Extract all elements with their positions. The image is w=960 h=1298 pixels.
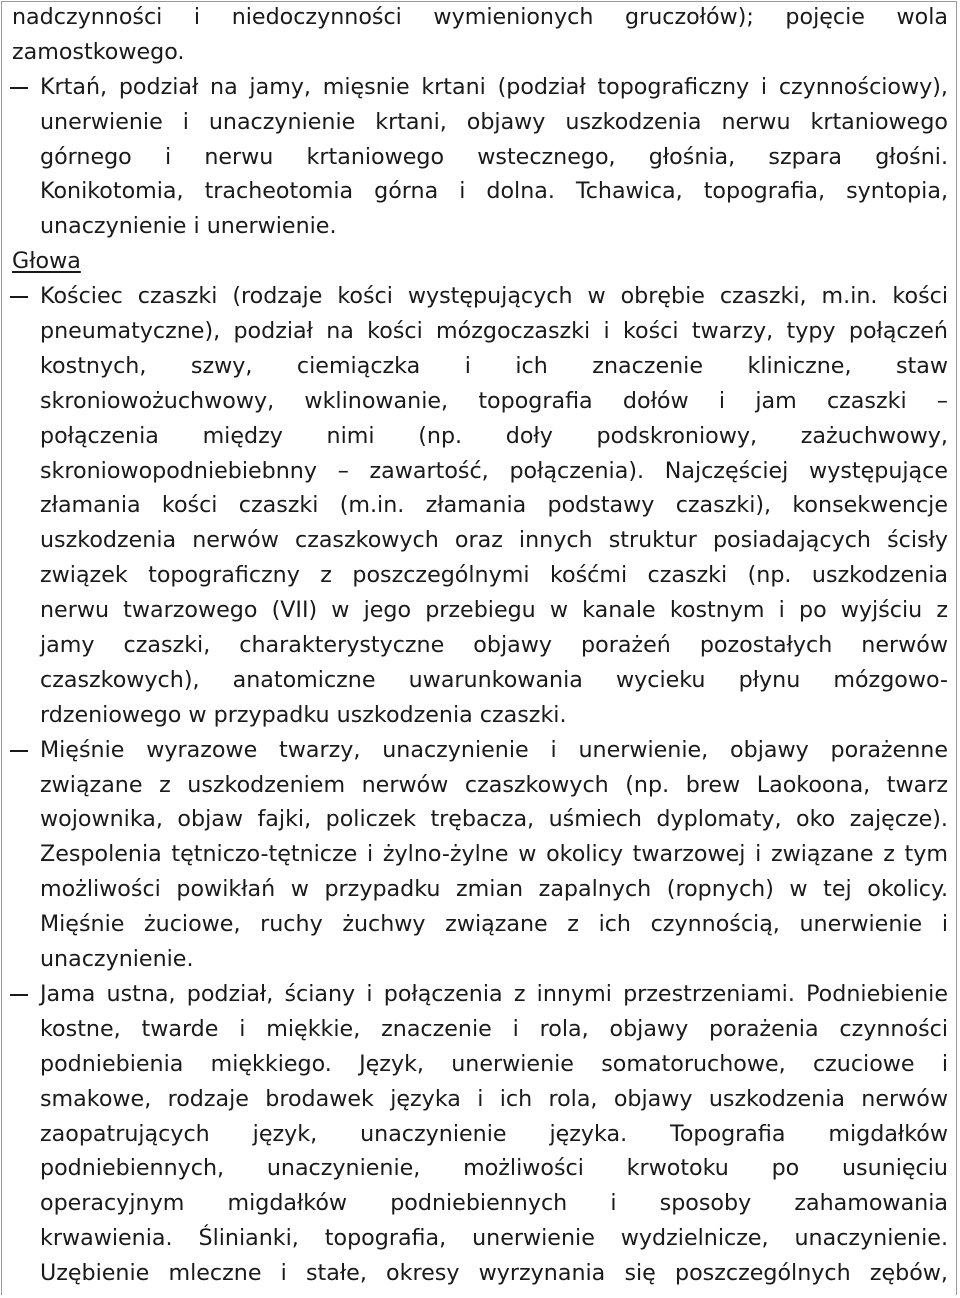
- text-line: [0, 593, 960, 628]
- text-line: [0, 733, 960, 768]
- line-text: kostnych, szwy, ciemiączka i ich znaczenie kliniczne, staw: [40, 352, 948, 379]
- line-text: nadczynności i niedoczynności wymienionych gruczołów); pojęcie wola: [12, 4, 948, 30]
- text-line: [0, 70, 960, 105]
- text-line: [0, 558, 960, 593]
- line-text: górnego i nerwu krtaniowego wstecznego, głośnia, szpara głośni.: [40, 143, 948, 170]
- text-line: [0, 279, 960, 314]
- line-text: skroniowopodniebiebnny – zawartość, połączenia). Najczęściej występujące: [40, 457, 948, 484]
- line-text: jamy czaszki, charakterystyczne objawy porażeń pozostałych nerwów: [40, 632, 948, 659]
- line-text: Mięśnie żuciowe, ruchy żuchwy związane z ich czynnością, unerwienie i: [40, 911, 948, 938]
- line-text: unerwienie i unaczynienie krtani, objawy uszkodzenia nerwu krtaniowego: [40, 108, 948, 135]
- line-text: Krtań, podział na jamy, mięsnie krtani (podział topograficzny i czynnościowy),: [40, 73, 948, 100]
- line-text: skroniowożuchwowy, wklinowanie, topografia dołów i jam czaszki –: [40, 387, 948, 414]
- text-line: [0, 1117, 960, 1152]
- line-text: Jama ustna, podział, ściany i połączenia z innymi przestrzeniami. Podniebienie: [40, 980, 948, 1007]
- line-text: uszkodzenia nerwów czaszkowych oraz innych struktur posiadających ścisły: [40, 527, 948, 554]
- text-line: [0, 768, 960, 803]
- line-text: Uzębienie mleczne i stałe, okresy wyrzynania się poszczególnych zębów,: [40, 1260, 948, 1287]
- line-text: złamania kości czaszki (m.in. złamania podstawy czaszki), konsekwencje: [40, 492, 948, 519]
- section-heading: [0, 244, 960, 279]
- text-line: [0, 419, 960, 454]
- line-text: kostne, twarde i miękkie, znaczenie i rola, objawy porażenia czynności: [40, 1015, 948, 1042]
- text-line: [0, 1186, 960, 1221]
- text-line: [0, 349, 960, 384]
- text-line: [0, 105, 960, 140]
- line-text: połączenia między nimi (np. doły podskroniowy, zażuchwowy,: [40, 422, 948, 449]
- text-line: [0, 837, 960, 872]
- text-line: [0, 35, 960, 70]
- line-text: możliwości powikłań w przypadku zmian zapalnych (ropnych) w tej okolicy.: [40, 876, 948, 903]
- text-line: [0, 1151, 960, 1186]
- line-text: zamostkowego.: [12, 38, 185, 65]
- text-line: [0, 384, 960, 419]
- line-text: pneumatyczne), podział na kości mózgoczaszki i kości twarzy, typy połączeń: [40, 318, 948, 345]
- line-text: związek topograficzny z poszczególnymi kośćmi czaszki (np. uszkodzenia: [40, 562, 948, 589]
- text-line: [0, 1256, 960, 1291]
- line-text: rdzeniowego w przypadku uszkodzenia czaszki.: [40, 701, 567, 728]
- line-text: związane z uszkodzeniem nerwów czaszkowych (np. brew Laokoona, twarz: [40, 771, 948, 798]
- text-line: [0, 698, 960, 733]
- line-text: Zespolenia tętniczo-tętnicze i żylno-żylne w okolicy twarzowej i związane z tym: [40, 841, 948, 868]
- line-text: unaczynienie i unerwienie.: [40, 213, 337, 240]
- text-line: [0, 802, 960, 837]
- line-text: krwawienia. Ślinianki, topografia, unerwienie wydzielnicze, unaczynienie.: [40, 1225, 948, 1252]
- dash-bullet-icon: [10, 994, 28, 996]
- line-text: zaopatrujących język, unaczynienie języka. Topografia migdałków: [40, 1120, 948, 1147]
- heading-text: Głowa: [12, 248, 81, 275]
- text-line: [0, 1047, 960, 1082]
- text-line: [0, 523, 960, 558]
- line-text: podniebienia miękkiego. Język, unerwienie somatoruchowe, czuciowe i: [40, 1050, 948, 1077]
- dash-bullet-icon: [10, 87, 28, 89]
- dash-bullet-icon: [10, 750, 28, 752]
- line-text: nerwu twarzowego (VII) w jego przebiegu w kanale kostnym i po wyjściu z: [40, 597, 948, 624]
- line-text: Konikotomia, tracheotomia górna i dolna. Tchawica, topografia, syntopia,: [40, 178, 948, 205]
- line-text: czaszkowych), anatomiczne uwarunkowania wycieku płynu mózgowo-: [40, 666, 948, 693]
- line-text: Mięśnie wyrazowe twarzy, unaczynienie i unerwienie, objawy porażenne: [40, 736, 948, 763]
- text-line: [0, 1221, 960, 1256]
- text-line: [0, 0, 960, 35]
- text-line: [0, 907, 960, 942]
- text-line: [0, 174, 960, 209]
- text-line: [0, 488, 960, 523]
- dash-bullet-icon: [10, 296, 28, 298]
- text-line: [0, 663, 960, 698]
- text-line: [0, 872, 960, 907]
- line-text: podniebiennych, unaczynienie, możliwości krwotoku po usunięciu: [40, 1155, 948, 1182]
- text-line: [0, 314, 960, 349]
- text-line: [0, 1082, 960, 1117]
- line-text: wojownika, objaw fajki, policzek trębacza, uśmiech dyplomaty, oko zajęcze).: [40, 806, 948, 833]
- text-line: [0, 1012, 960, 1047]
- line-text: smakowe, rodzaje brodawek języka i ich rola, objawy uszkodzenia nerwów: [40, 1085, 948, 1112]
- line-text: Kościec czaszki (rodzaje kości występujących w obrębie czaszki, m.in. kości: [40, 283, 948, 310]
- text-line: [0, 942, 960, 977]
- text-line: [0, 209, 960, 244]
- text-line: [0, 628, 960, 663]
- line-text: operacyjnym migdałków podniebiennych i sposoby zahamowania: [40, 1190, 948, 1217]
- text-line: [0, 454, 960, 489]
- text-line: [0, 140, 960, 175]
- line-text: unaczynienie.: [40, 946, 194, 973]
- text-line: [0, 977, 960, 1012]
